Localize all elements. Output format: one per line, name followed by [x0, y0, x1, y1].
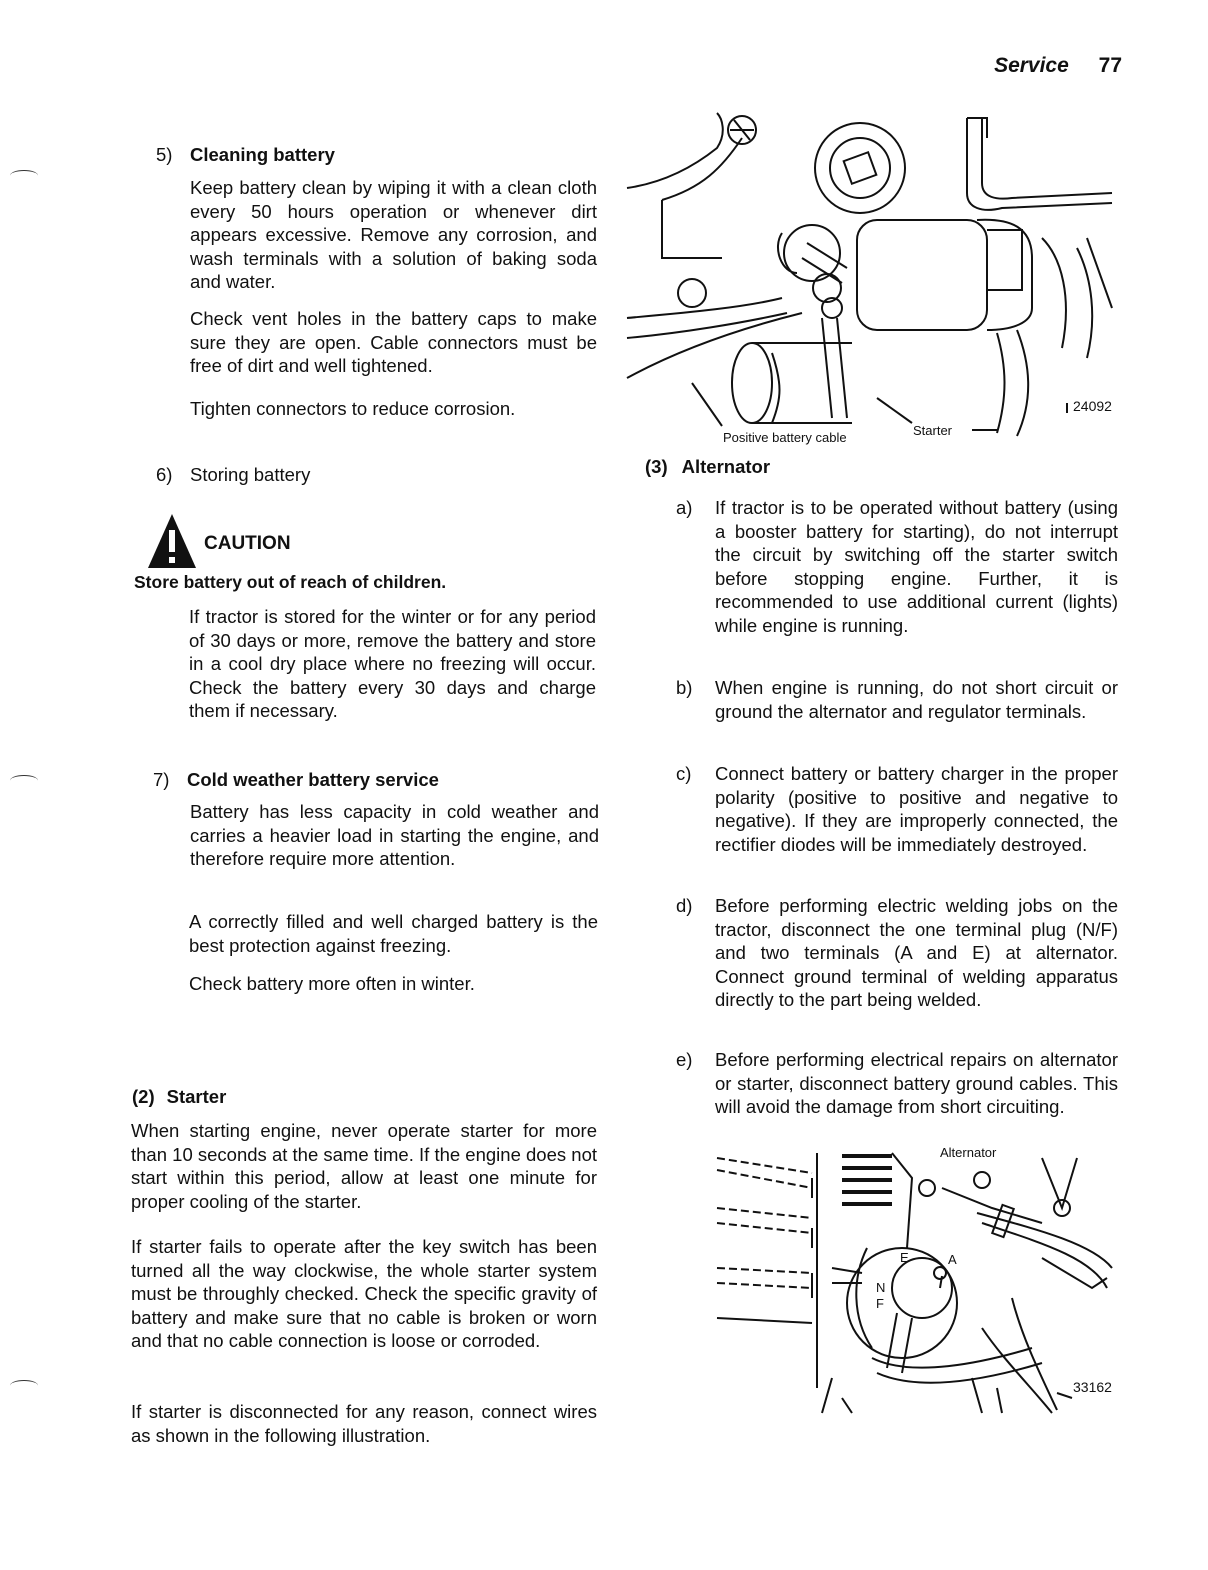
alternator-illustration — [712, 1148, 1122, 1418]
terminal-f-label: F — [876, 1296, 884, 1311]
starter-illustration — [622, 108, 1122, 453]
alternator-item-d — [676, 894, 1118, 1012]
page-header — [994, 54, 1122, 78]
terminal-n-label: N — [876, 1280, 886, 1295]
section-6-title: Storing battery — [190, 464, 311, 485]
positive-battery-cable-label: Positive battery cable — [723, 430, 847, 445]
caution-triangle-icon — [146, 512, 198, 570]
section-5-paragraph-3: Tighten connectors to reduce corrosion. — [190, 398, 516, 419]
alternator-label: Alternator — [940, 1145, 997, 1160]
section-6-number: 6) — [156, 464, 173, 485]
section-7-heading — [153, 769, 439, 791]
caution-warning: Store battery out of reach of children. — [134, 572, 447, 592]
alternator-item-b — [676, 676, 1118, 723]
alternator-item-a — [676, 496, 1118, 637]
page-number: 77 — [1098, 54, 1122, 77]
item-letter: e) — [676, 1049, 693, 1070]
section-7-title: Cold weather battery service — [187, 769, 439, 790]
item-text: If tractor is to be operated without battery (using a booster battery for starting), do not interrupt the circuit by switching off the starter switch before stopping engine. Further, it is recommended to use additional current (lights) while engine is running. — [715, 497, 1118, 636]
item-letter: a) — [676, 497, 693, 518]
starter-paragraph-3: If starter is disconnected for any reason, connect wires as shown in the following illustration. — [131, 1401, 597, 1446]
starter-heading — [132, 1086, 226, 1108]
starter-number: (2) — [132, 1086, 155, 1107]
section-6-paragraph: If tractor is stored for the winter or for any period of 30 days or more, remove the battery and store in a cool dry place where no freezing will occur. Check the battery every 30 days and charge them if necessary. — [189, 606, 596, 721]
margin-mark — [10, 775, 38, 786]
section-5-heading — [156, 144, 335, 166]
alternator-heading — [645, 456, 770, 478]
starter-paragraph-1: When starting engine, never operate starter for more than 10 seconds at the same time. If the engine does not start within this period, allow at least one minute for proper cooling of the starter. — [131, 1120, 597, 1212]
section-title: Service — [994, 54, 1069, 77]
starter-paragraph-2: If starter fails to operate after the key switch has been turned all the way clockwise, the whole starter system must be throughly checked. Check the specific gravity of battery and make sure that no cable is broken or worn and that no cable connection is loose or corroded. — [131, 1236, 597, 1351]
figure-2-number: 33162 — [1073, 1379, 1112, 1395]
starter-title: Starter — [166, 1086, 227, 1107]
item-letter: c) — [676, 763, 692, 784]
section-5-paragraph-2: Check vent holes in the battery caps to make sure they are open. Cable connectors must be free of dirt and well tightened. — [190, 308, 597, 376]
alternator-item-c — [676, 762, 1118, 856]
section-7-number: 7) — [153, 769, 170, 790]
item-text: When engine is running, do not short circuit or ground the alternator and regulator terminals. — [715, 677, 1118, 722]
item-text: Before performing electrical repairs on alternator or starter, disconnect battery ground cables. This will avoid the damage from short circuiting. — [715, 1049, 1118, 1117]
section-6-heading — [156, 464, 310, 486]
alternator-title: Alternator — [681, 456, 771, 477]
alternator-number: (3) — [645, 456, 668, 477]
item-text: Connect battery or battery charger in the proper polarity (positive to positive and negative to negative). If they are improperly connected, the rectifier diodes will be immediately destroyed. — [715, 763, 1118, 855]
section-7-paragraph-1: Battery has less capacity in cold weather and carries a heavier load in starting the engine, and therefore require more attention. — [190, 801, 599, 869]
figure-1-number: 24092 — [1073, 398, 1112, 414]
caution-label: CAUTION — [204, 533, 291, 554]
margin-mark — [10, 1380, 38, 1391]
section-7-paragraph-2: A correctly filled and well charged battery is the best protection against freezing. — [189, 911, 598, 956]
terminal-a-label: A — [948, 1252, 957, 1267]
section-7-paragraph-3: Check battery more often in winter. — [189, 973, 475, 994]
item-letter: b) — [676, 677, 693, 698]
section-5-number: 5) — [156, 144, 173, 165]
item-text: Before performing electric welding jobs on the tractor, disconnect the one terminal plug (N/F) and two terminals (A and E) at alternator. Connect ground terminal of welding apparatus directly to the part being welded. — [715, 895, 1118, 1010]
margin-mark — [10, 170, 38, 181]
section-5-title: Cleaning battery — [190, 144, 335, 165]
starter-label: Starter — [913, 423, 953, 438]
terminal-e-label: E — [900, 1250, 909, 1265]
item-letter: d) — [676, 895, 693, 916]
section-5-paragraph-1: Keep battery clean by wiping it with a clean cloth every 50 hours operation or whenever dirt appears excessive. Remove any corrosion, and wash terminals with a solution of baking soda and water. — [190, 177, 597, 292]
alternator-item-e — [676, 1048, 1118, 1119]
